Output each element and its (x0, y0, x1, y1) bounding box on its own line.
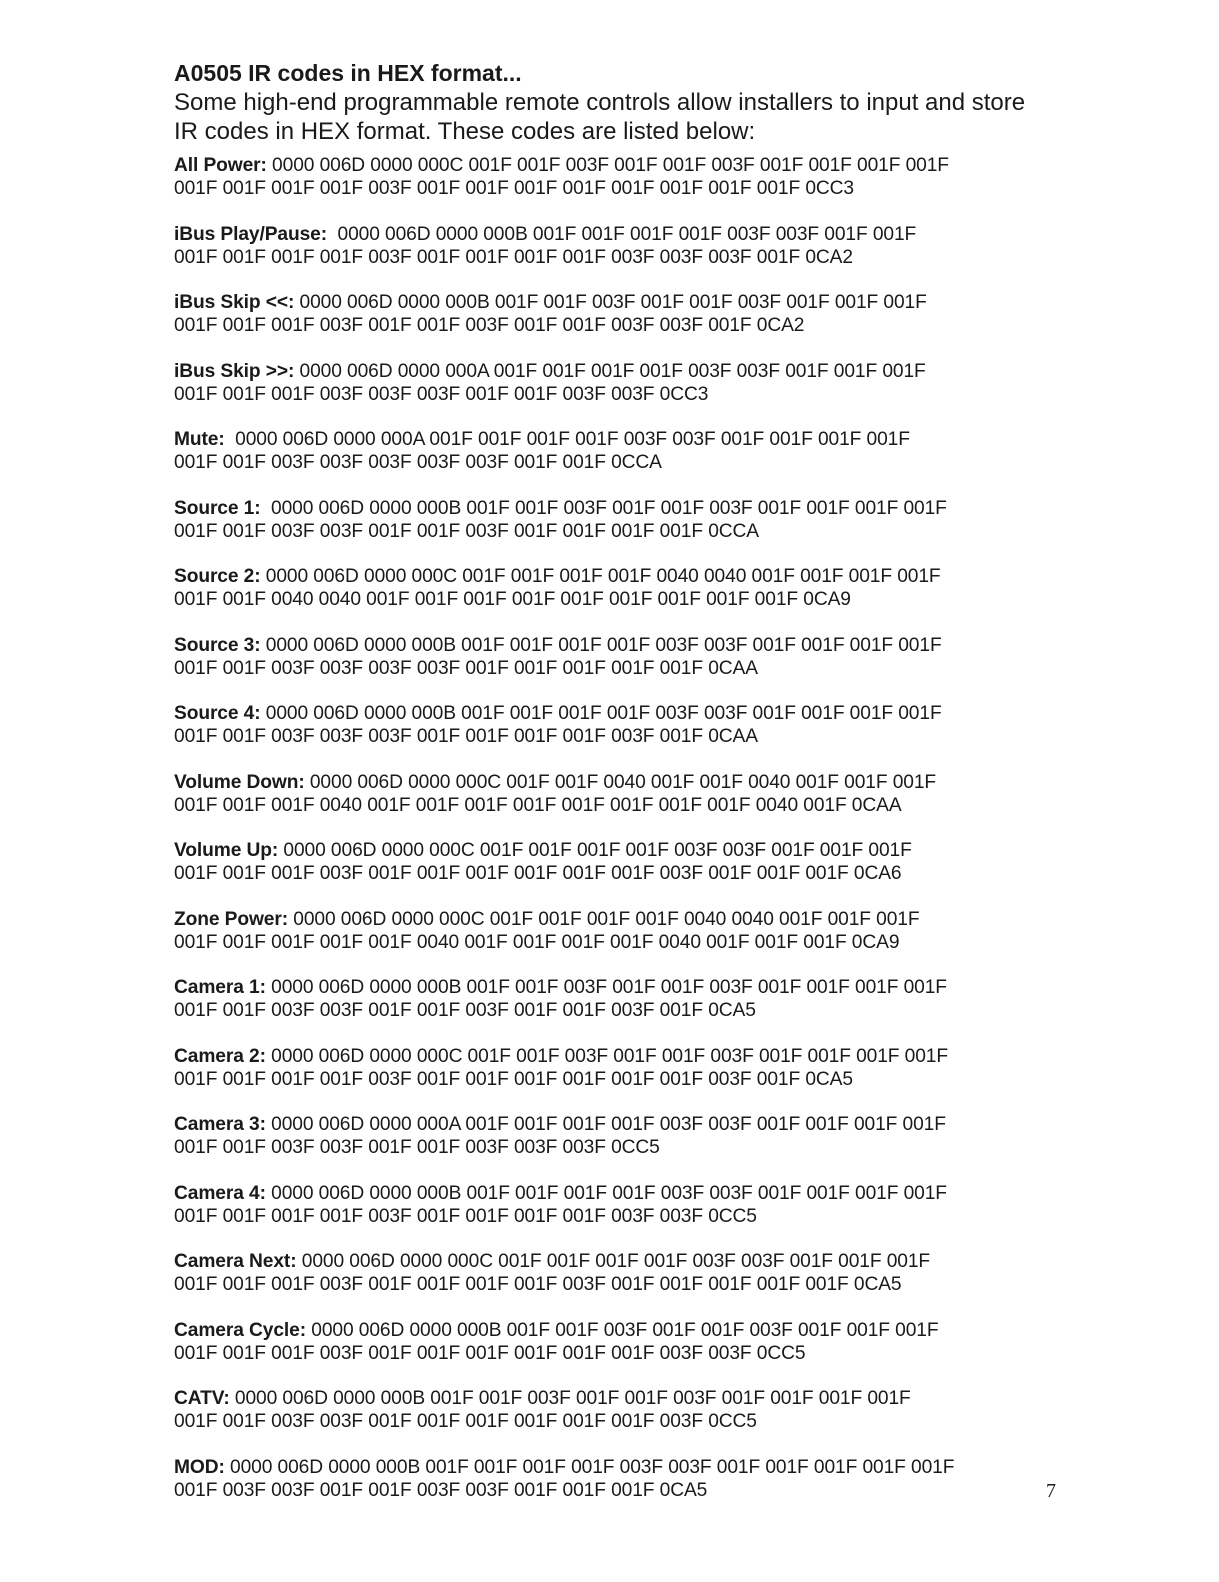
ir-code-line-2: 001F 001F 003F 003F 003F 003F 001F 001F 001F 001F 001F 0CAA (174, 657, 758, 679)
ir-code-entry (174, 839, 1034, 885)
page-number: 7 (1046, 1480, 1056, 1502)
ir-code-label: Source 2: (174, 566, 261, 587)
ir-code-line-1 (174, 1113, 1034, 1136)
ir-code-hex-part-1: 0000 006D 0000 000C 001F 001F 001F 001F 0040 0040 001F 001F 001F 001F (260, 566, 941, 587)
ir-code-line-2: 001F 001F 001F 001F 003F 001F 001F 001F 001F 003F 003F 0CC5 (174, 1205, 757, 1227)
ir-code-line-2: 001F 001F 001F 0040 001F 001F 001F 001F 001F 001F 001F 001F 0040 001F 0CAA (174, 794, 902, 816)
ir-code-line-1 (174, 565, 1034, 588)
ir-code-label: iBus Skip <<: (174, 292, 295, 313)
ir-code-hex-part-1: 0000 006D 0000 000B 001F 001F 003F 001F 001F 003F 001F 001F 001F (294, 292, 927, 313)
ir-code-hex-part-1: 0000 006D 0000 000B 001F 001F 001F 001F 003F 003F 001F 001F 001F 001F 001F (224, 1456, 955, 1478)
ir-code-label: iBus Skip >>: (174, 360, 295, 382)
ir-code-line-2: 001F 001F 001F 001F 003F 001F 001F 001F 001F 001F 001F 001F 001F 0CC3 (174, 178, 854, 199)
ir-code-hex-part-1: 0000 006D 0000 000C 001F 001F 001F 001F 003F 003F 001F 001F 001F (296, 1251, 931, 1272)
ir-code-line-1 (174, 1045, 1034, 1068)
ir-code-hex-part-1: 0000 006D 0000 000B 001F 001F 003F 001F 001F 003F 001F 001F 001F 001F (265, 977, 947, 998)
ir-code-line-1 (174, 291, 1034, 314)
ir-code-line-2: 001F 001F 001F 003F 001F 001F 003F 001F 001F 003F 003F 001F 0CA2 (174, 315, 805, 336)
ir-code-entry (174, 634, 1034, 680)
ir-code-label: Source 4: (174, 703, 261, 724)
ir-code-line-2: 001F 001F 001F 003F 001F 001F 001F 001F 001F 001F 003F 003F 0CC5 (174, 1342, 806, 1364)
ir-code-label: Camera 4: (174, 1182, 266, 1204)
ir-code-hex-part-1: 0000 006D 0000 000B 001F 001F 001F 001F 003F 003F 001F 001F 001F 001F (260, 703, 942, 724)
ir-code-line-2: 001F 001F 001F 001F 003F 001F 001F 001F 001F 001F 001F 003F 001F 0CA5 (174, 1068, 853, 1090)
ir-code-entry (174, 428, 1034, 474)
ir-code-entry (174, 154, 1034, 200)
ir-code-line-1 (174, 223, 1034, 246)
ir-code-line-1 (174, 1250, 1034, 1273)
ir-code-label: All Power: (174, 155, 267, 176)
ir-code-hex-part-1: 0000 006D 0000 000C 001F 001F 003F 001F 001F 003F 001F 001F 001F 001F (265, 1045, 948, 1067)
ir-code-label: Camera Cycle: (174, 1319, 307, 1341)
ir-code-line-1 (174, 154, 1034, 177)
ir-code-hex-part-1: 0000 006D 0000 000A 001F 001F 001F 001F 003F 003F 001F 001F 001F 001F (265, 1114, 946, 1135)
ir-code-entry (174, 291, 1034, 337)
ir-code-line-2: 001F 001F 001F 003F 001F 001F 001F 001F 001F 001F 003F 001F 001F 001F 0CA6 (174, 863, 902, 884)
ir-code-label: Camera Next: (174, 1251, 297, 1272)
ir-code-label: Camera 1: (174, 977, 266, 998)
ir-code-line-1 (174, 428, 1034, 451)
ir-code-hex-part-1: 0000 006D 0000 000C 001F 001F 001F 001F 003F 003F 001F 001F 001F (278, 840, 912, 861)
ir-code-hex-part-1: 0000 006D 0000 000B 001F 001F 003F 001F 001F 003F 001F 001F 001F 001F (260, 497, 947, 519)
ir-code-entry (174, 1182, 1034, 1228)
ir-code-line-2: 001F 001F 001F 001F 003F 001F 001F 001F 001F 003F 003F 003F 001F 0CA2 (174, 246, 853, 268)
ir-code-line-1 (174, 839, 1034, 862)
ir-code-entry (174, 771, 1034, 817)
ir-code-hex-part-1: 0000 006D 0000 000C 001F 001F 0040 001F 001F 0040 001F 001F 001F (304, 771, 937, 793)
ir-code-line-1 (174, 1319, 1034, 1342)
ir-code-entry (174, 1113, 1034, 1159)
ir-code-entry (174, 497, 1034, 543)
ir-code-line-2: 001F 001F 003F 003F 001F 001F 003F 003F 003F 0CC5 (174, 1137, 660, 1158)
intro-paragraph: Some high-end programmable remote controls allow installers to input and store IR codes in HEX format. These codes are listed below: (174, 89, 1026, 145)
ir-code-line-1 (174, 1387, 1034, 1410)
ir-code-line-1 (174, 976, 1034, 999)
ir-code-line-2: 001F 003F 003F 001F 001F 003F 003F 001F 001F 001F 0CA5 (174, 1479, 708, 1501)
ir-code-line-2: 001F 001F 001F 003F 001F 001F 001F 001F 003F 001F 001F 001F 001F 001F 0CA5 (174, 1274, 902, 1295)
ir-code-line-1 (174, 771, 1034, 794)
ir-code-entry (174, 1045, 1034, 1091)
ir-code-hex-part-1: 0000 006D 0000 000C 001F 001F 003F 001F 001F 003F 001F 001F 001F 001F (266, 155, 949, 176)
ir-code-hex-part-1: 0000 006D 0000 000B 001F 001F 003F 001F 001F 003F 001F 001F 001F 001F (229, 1388, 911, 1409)
ir-code-label: Zone Power: (174, 908, 289, 930)
ir-code-entry (174, 565, 1034, 611)
ir-code-line-1 (174, 908, 1034, 931)
ir-code-hex-part-1: 0000 006D 0000 000B 001F 001F 001F 001F 003F 003F 001F 001F (327, 223, 917, 245)
ir-code-label: Camera 3: (174, 1114, 266, 1135)
ir-code-entry (174, 360, 1034, 406)
ir-code-hex-part-1: 0000 006D 0000 000A 001F 001F 001F 001F 003F 003F 001F 001F 001F 001F (224, 429, 910, 450)
ir-code-line-2: 001F 001F 003F 003F 001F 001F 001F 001F 001F 001F 003F 0CC5 (174, 1411, 757, 1432)
ir-code-line-1 (174, 1182, 1034, 1205)
ir-code-label: Volume Up: (174, 840, 279, 861)
ir-code-line-1 (174, 360, 1034, 383)
ir-code-label: Camera 2: (174, 1045, 266, 1067)
ir-code-hex-part-1: 0000 006D 0000 000B 001F 001F 001F 001F 003F 003F 001F 001F 001F 001F (260, 634, 942, 656)
ir-code-label: Volume Down: (174, 771, 305, 793)
ir-code-label: iBus Play/Pause: (174, 223, 328, 245)
ir-code-entry (174, 1250, 1034, 1296)
ir-code-line-1 (174, 702, 1034, 725)
ir-code-label: MOD: (174, 1456, 225, 1478)
ir-code-line-2: 001F 001F 003F 003F 001F 001F 003F 001F 001F 003F 001F 0CA5 (174, 1000, 756, 1021)
ir-code-hex-part-1: 0000 006D 0000 000B 001F 001F 001F 001F 003F 003F 001F 001F 001F 001F (265, 1182, 947, 1204)
ir-code-entry (174, 1387, 1034, 1433)
ir-code-line-1 (174, 1456, 1034, 1479)
page-heading: A0505 IR codes in HEX format... (174, 60, 522, 86)
ir-code-list (174, 154, 1034, 1502)
ir-code-label: Source 3: (174, 634, 261, 656)
ir-code-entry (174, 223, 1034, 269)
ir-code-line-2: 001F 001F 003F 003F 003F 003F 003F 001F 001F 0CCA (174, 452, 662, 473)
ir-code-entry (174, 1456, 1034, 1502)
ir-code-line-2: 001F 001F 003F 003F 001F 001F 003F 001F 001F 001F 001F 0CCA (174, 520, 759, 542)
ir-code-entry (174, 908, 1034, 954)
ir-code-hex-part-1: 0000 006D 0000 000C 001F 001F 001F 001F 0040 0040 001F 001F 001F (288, 908, 920, 930)
ir-code-entry (174, 1319, 1034, 1365)
ir-code-hex-part-1: 0000 006D 0000 000A 001F 001F 001F 001F 003F 003F 001F 001F 001F (294, 360, 926, 382)
ir-code-line-1 (174, 497, 1034, 520)
ir-code-line-1 (174, 634, 1034, 657)
ir-code-line-2: 001F 001F 0040 0040 001F 001F 001F 001F 001F 001F 001F 001F 001F 0CA9 (174, 589, 851, 610)
ir-code-entry (174, 976, 1034, 1022)
ir-code-label: CATV: (174, 1388, 230, 1409)
ir-code-entry (174, 702, 1034, 748)
ir-code-label: Mute: (174, 429, 225, 450)
ir-code-line-2: 001F 001F 001F 003F 003F 003F 001F 001F 003F 003F 0CC3 (174, 383, 709, 405)
ir-code-label: Source 1: (174, 497, 261, 519)
document-page (174, 58, 1034, 1524)
ir-code-hex-part-1: 0000 006D 0000 000B 001F 001F 003F 001F 001F 003F 001F 001F 001F (306, 1319, 939, 1341)
ir-code-line-2: 001F 001F 003F 003F 003F 001F 001F 001F 001F 003F 001F 0CAA (174, 726, 758, 747)
ir-code-line-2: 001F 001F 001F 001F 001F 0040 001F 001F 001F 001F 0040 001F 001F 001F 0CA9 (174, 931, 900, 953)
